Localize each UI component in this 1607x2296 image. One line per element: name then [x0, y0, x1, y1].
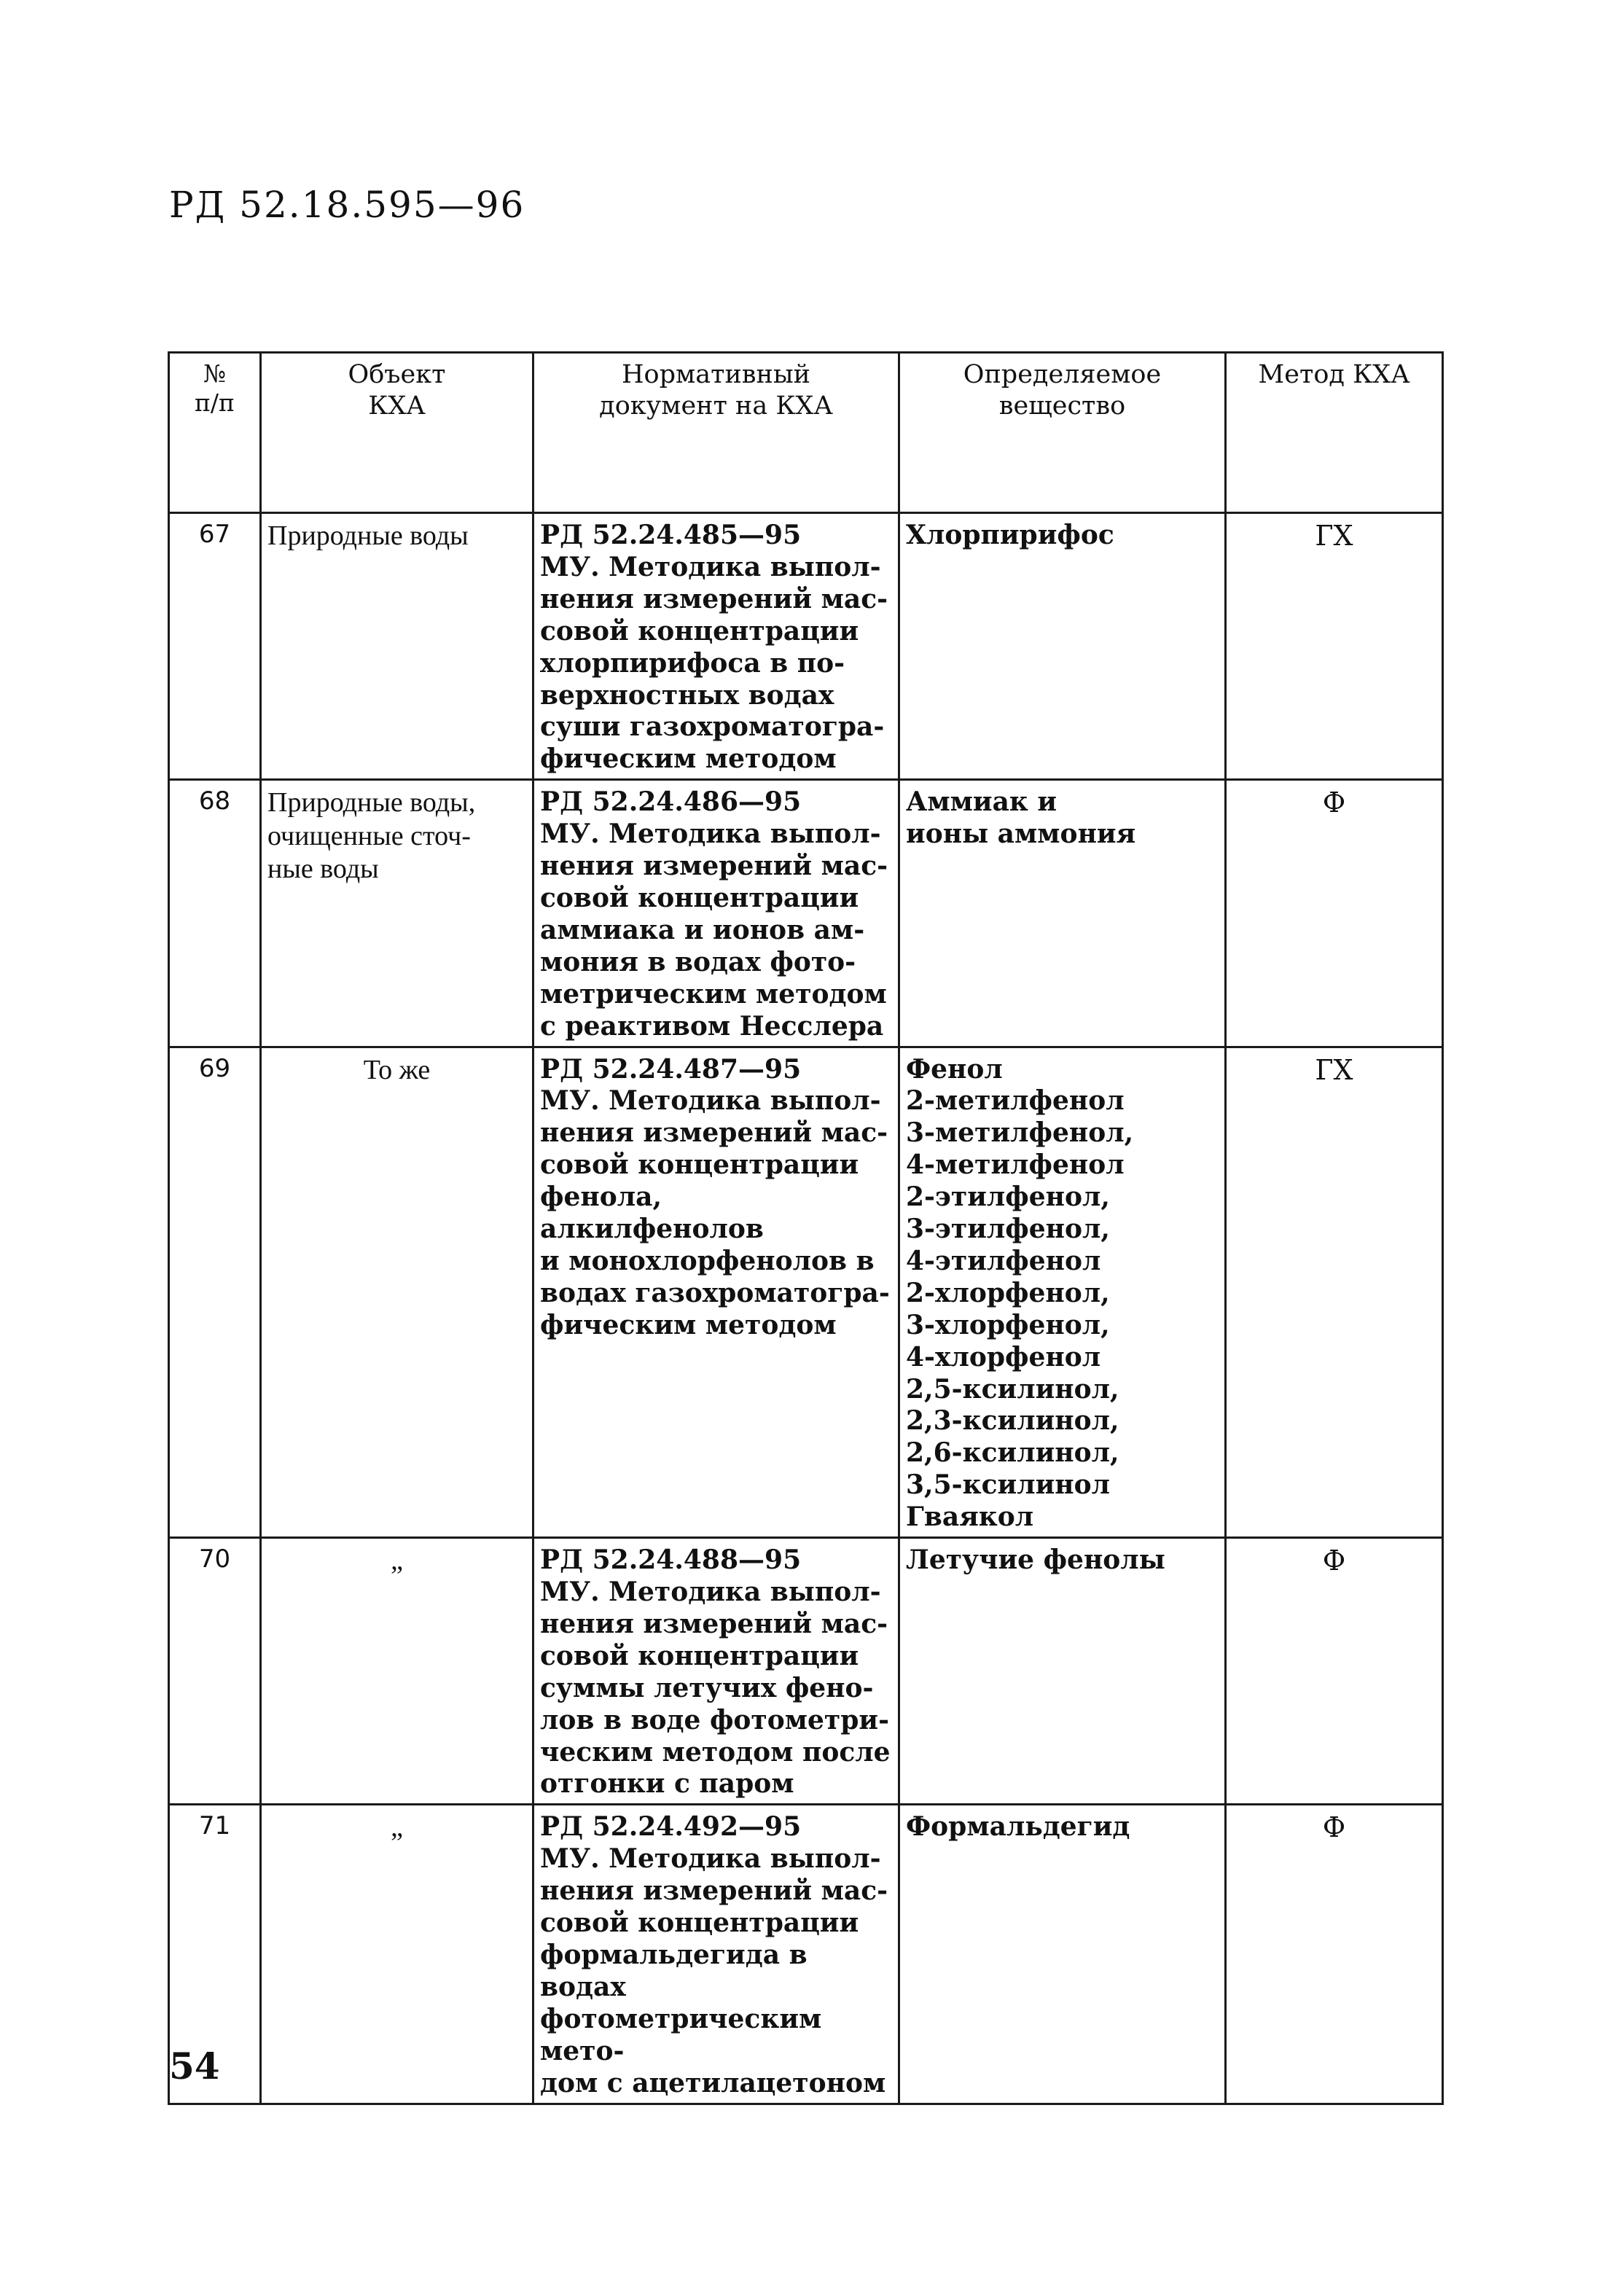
substance-item: ионы аммония [906, 819, 1136, 850]
cell-document [533, 780, 899, 1047]
substance-item: 2-хлорфенол, [906, 1277, 1110, 1308]
cell-object: То же [261, 1047, 533, 1538]
substance-item: 2,3-ксилинол, [906, 1405, 1119, 1437]
cell-number: 68 [169, 780, 261, 1047]
document-title: РД 52.24.487—95 [540, 1053, 802, 1085]
cell-document [533, 513, 899, 780]
cell-method: ГХ [1226, 513, 1443, 780]
cell-object: „ [261, 1805, 533, 2104]
table-row [169, 1805, 1443, 2104]
document-description: МУ. Методика выпол- нения измерений мас- совой концентрации фенола, алкилфенолов и монохлорфенолов в водах газохроматогра- фическим методом [540, 1085, 890, 1340]
document-description: МУ. Методика выпол- нения измерений мас- совой концентрации хлорпирифоса в по- верхностных водах суши газохроматогра- фическим методом [540, 551, 888, 775]
col-header-document [533, 353, 899, 513]
substance-item: Аммиак и [906, 786, 1057, 818]
substance-item: 4-метилфенол [906, 1149, 1125, 1181]
cell-document [533, 1538, 899, 1805]
cell-object: Природные воды [261, 513, 533, 780]
cell-substance [899, 1805, 1226, 2104]
substance-item: Хлорпирифос [906, 520, 1114, 550]
document-title: РД 52.24.492—95 [540, 1811, 802, 1843]
cell-substance [899, 1047, 1226, 1538]
substance-item: 4-этилфенол [906, 1245, 1101, 1276]
cell-document [533, 1047, 899, 1538]
document-description: МУ. Методика выпол- нения измерений мас- совой концентрации формальдегида в водах фотометрическим мето- дом с ацетилацетоном [540, 1843, 888, 2098]
table-row [169, 1047, 1443, 1538]
page-number: 54 [169, 2045, 220, 2088]
substance-item: 4-хлорфенол [906, 1341, 1101, 1372]
col-header-method-label: Метод КХА [1258, 360, 1410, 389]
cell-method: Ф [1226, 1805, 1443, 2104]
cell-object: Природные воды, очищенные сточ- ные воды [261, 780, 533, 1047]
cell-substance [899, 1538, 1226, 1805]
cell-number: 69 [169, 1047, 261, 1538]
substance-item: 3,5-ксилинол [906, 1469, 1111, 1501]
substance-item: 3-этилфенол, [906, 1214, 1110, 1245]
substance-item: Формальдегид [906, 1811, 1130, 1843]
substance-item: Гваякол [906, 1502, 1034, 1533]
cell-method: Ф [1226, 1538, 1443, 1805]
col-header-object-label: Объект КХА [348, 360, 446, 421]
document-title: РД 52.24.485—95 [540, 520, 802, 550]
table-row [169, 1538, 1443, 1805]
cell-substance [899, 513, 1226, 780]
table-row [169, 513, 1443, 780]
substance-item: Фенол [906, 1053, 1003, 1085]
kxa-methods-table [168, 351, 1444, 2105]
substance-item: 2,5-ксилинол, [906, 1373, 1119, 1405]
cell-number: 71 [169, 1805, 261, 2104]
substance-item: 2,6-ксилинол, [906, 1437, 1119, 1469]
col-header-document-label: Нормативный документ на КХА [599, 360, 833, 421]
cell-number: 67 [169, 513, 261, 780]
substance-item: 3-метилфенол, [906, 1117, 1134, 1149]
col-header-object [261, 353, 533, 513]
table-row [169, 780, 1443, 1047]
cell-document [533, 1805, 899, 2104]
substance-item: Летучие фенолы [906, 1545, 1165, 1576]
substance-item: 2-метилфенол [906, 1085, 1125, 1117]
document-title: РД 52.24.486—95 [540, 786, 802, 818]
document-description: МУ. Методика выпол- нения измерений мас- совой концентрации аммиака и ионов ам- мония в водах фото- метрическим методом с реактивом Несслера [540, 819, 888, 1042]
substance-item: 3-хлорфенол, [906, 1309, 1110, 1340]
document-code: РД 52.18.595—96 [169, 184, 525, 226]
cell-method: ГХ [1226, 1047, 1443, 1538]
document-description: МУ. Методика выпол- нения измерений мас- совой концентрации суммы летучих фено- лов в воде фотометри- ческим методом после отгонки с паром [540, 1577, 891, 1800]
col-header-method [1226, 353, 1443, 513]
table-header-row [169, 353, 1443, 513]
cell-number: 70 [169, 1538, 261, 1805]
col-header-number-label: № п/п [194, 359, 235, 418]
col-header-substance-label: Определяемое вещество [963, 360, 1162, 421]
substance-item: 2-этилфенол, [906, 1182, 1110, 1213]
cell-substance [899, 780, 1226, 1047]
cell-object: „ [261, 1538, 533, 1805]
col-header-substance [899, 353, 1226, 513]
col-header-number [169, 353, 261, 513]
cell-method: Ф [1226, 780, 1443, 1047]
document-title: РД 52.24.488—95 [540, 1545, 802, 1576]
